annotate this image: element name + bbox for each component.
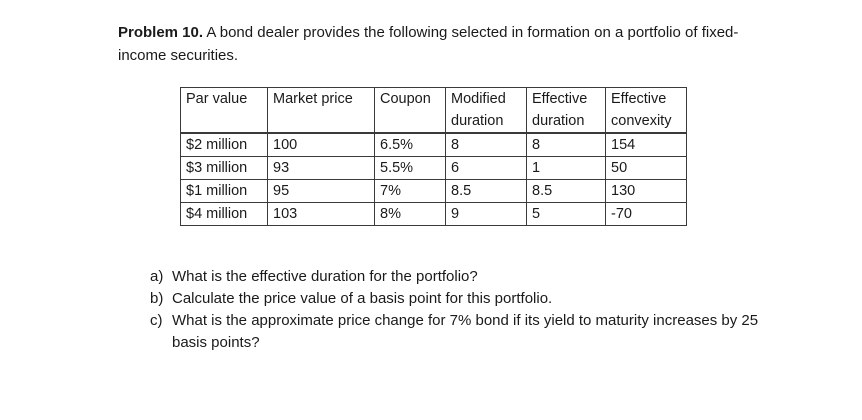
cell-par-value: $2 million <box>181 133 268 157</box>
question-text: What is the effective duration for the portfolio? <box>172 268 478 285</box>
question-a <box>150 266 790 288</box>
cell-market-price: 103 <box>268 203 375 226</box>
cell-modified-duration: 9 <box>446 203 527 226</box>
table-header-row <box>181 88 687 134</box>
header-modified-duration-line2: duration <box>451 113 504 129</box>
cell-par-value: $1 million <box>181 180 268 203</box>
cell-modified-duration: 8 <box>446 133 527 157</box>
cell-effective-convexity: -70 <box>606 203 687 226</box>
problem-text: A bond dealer provides the following selected in formation on a portfolio of fixed-income securities. <box>118 24 739 64</box>
table-row <box>181 157 687 180</box>
header-modified-duration-line1: Modified <box>451 91 506 107</box>
cell-effective-duration: 8.5 <box>527 180 606 203</box>
table-row <box>181 203 687 226</box>
cell-modified-duration: 8.5 <box>446 180 527 203</box>
header-effective-convexity-line2: convexity <box>611 113 672 129</box>
question-text: What is the approximate price change for 7% bond if its yield to maturity increases by 25 basis points? <box>172 312 759 351</box>
question-b <box>150 288 790 310</box>
cell-modified-duration: 6 <box>446 157 527 180</box>
cell-par-value: $4 million <box>181 203 268 226</box>
cell-par-value: $3 million <box>181 157 268 180</box>
cell-market-price: 93 <box>268 157 375 180</box>
question-c <box>150 310 790 354</box>
header-par-value: Par value <box>181 88 268 134</box>
question-list <box>150 266 790 354</box>
header-modified-duration <box>446 88 527 134</box>
cell-effective-convexity: 130 <box>606 180 687 203</box>
cell-market-price: 95 <box>268 180 375 203</box>
header-effective-convexity-line1: Effective <box>611 91 667 107</box>
problem-statement <box>118 21 778 67</box>
header-effective-convexity <box>606 88 687 134</box>
cell-coupon: 7% <box>375 180 446 203</box>
question-label: c) <box>150 312 163 329</box>
header-market-price: Market price <box>268 88 375 134</box>
cell-coupon: 6.5% <box>375 133 446 157</box>
cell-effective-duration: 8 <box>527 133 606 157</box>
problem-title: Problem 10. <box>118 24 204 41</box>
cell-effective-duration: 5 <box>527 203 606 226</box>
cell-coupon: 5.5% <box>375 157 446 180</box>
cell-effective-convexity: 50 <box>606 157 687 180</box>
bond-portfolio-table <box>180 87 687 226</box>
table-row <box>181 180 687 203</box>
question-text: Calculate the price value of a basis point for this portfolio. <box>172 290 553 307</box>
header-coupon: Coupon <box>375 88 446 134</box>
question-label: b) <box>150 290 164 307</box>
cell-effective-duration: 1 <box>527 157 606 180</box>
cell-effective-convexity: 154 <box>606 133 687 157</box>
header-effective-duration-line1: Effective <box>532 91 588 107</box>
cell-coupon: 8% <box>375 203 446 226</box>
question-label: a) <box>150 268 164 285</box>
header-effective-duration <box>527 88 606 134</box>
table-row <box>181 133 687 157</box>
cell-market-price: 100 <box>268 133 375 157</box>
header-effective-duration-line2: duration <box>532 113 585 129</box>
